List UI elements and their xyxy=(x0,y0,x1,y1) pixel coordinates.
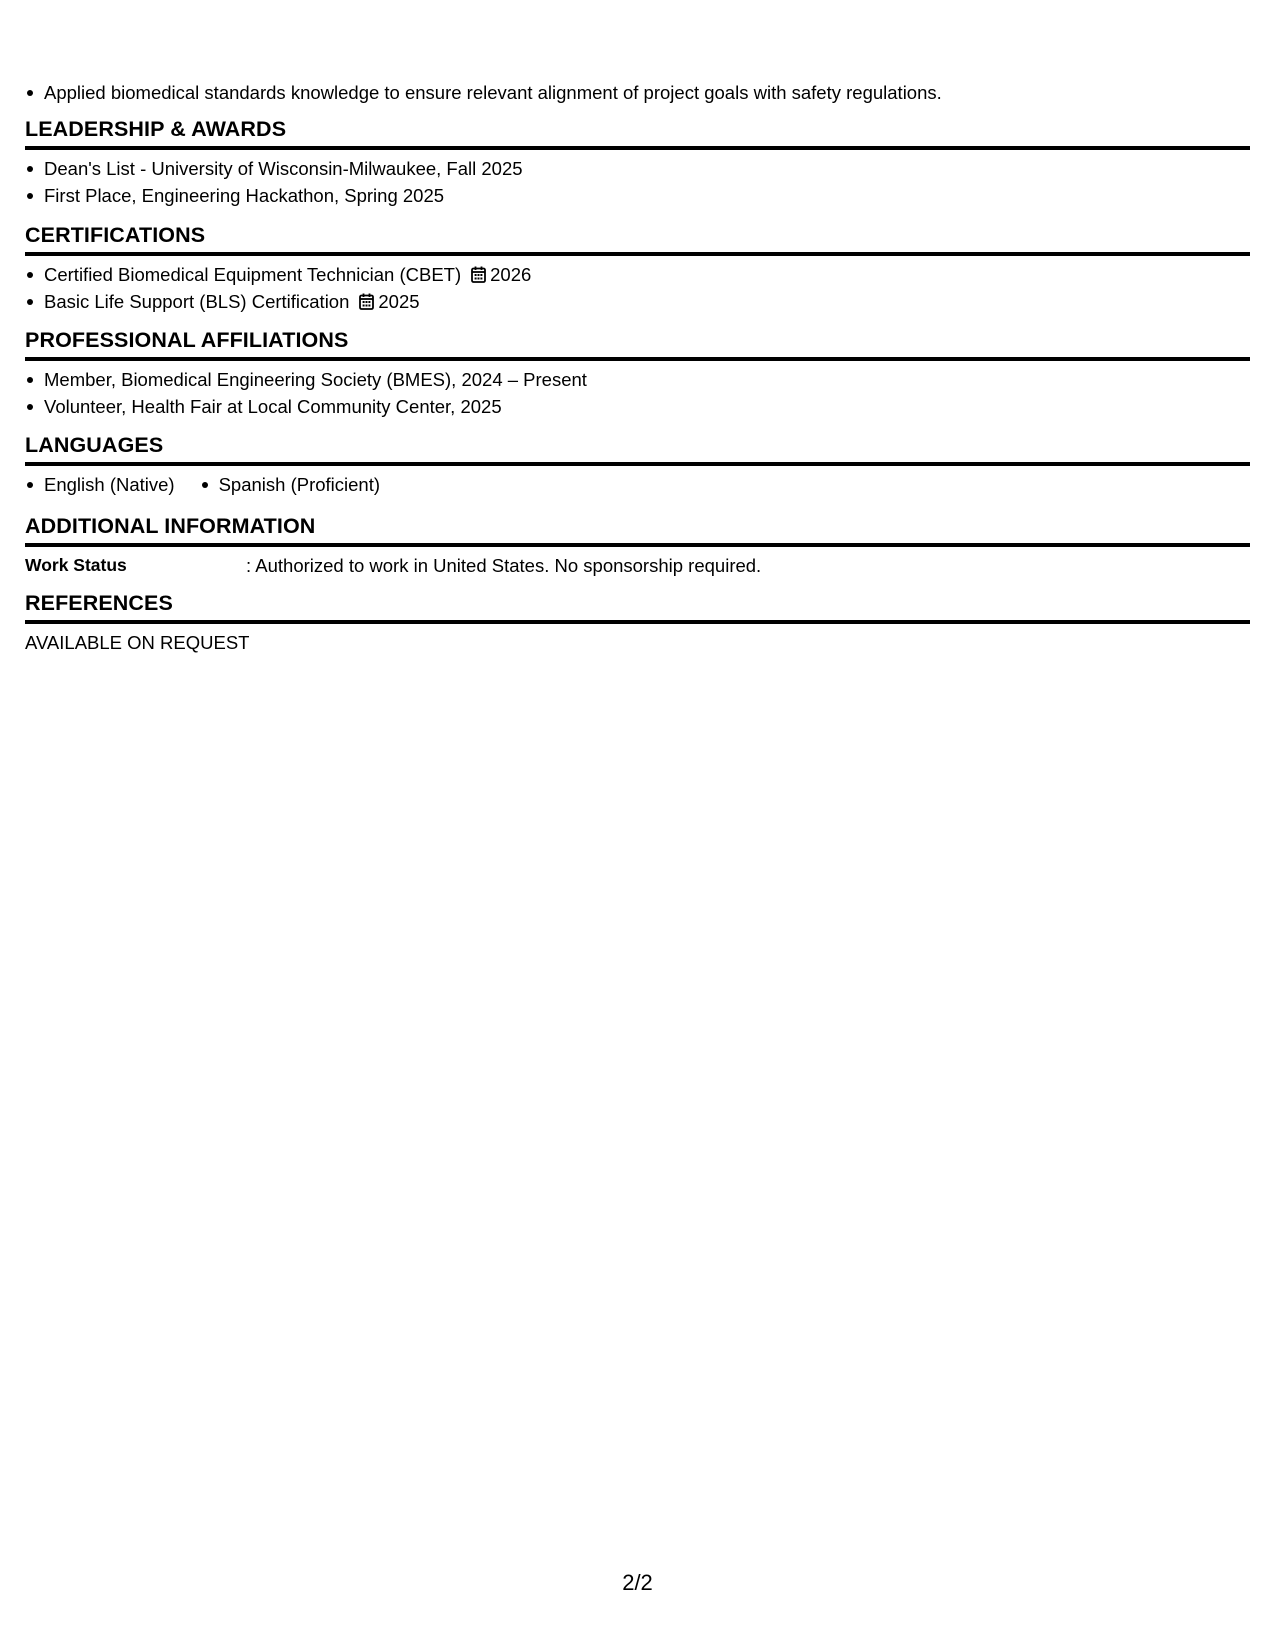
languages-list xyxy=(25,471,1250,498)
section-heading-references: REFERENCES xyxy=(25,589,1250,624)
certification-name: Basic Life Support (BLS) Certification xyxy=(44,291,350,312)
certification-year: 2025 xyxy=(378,291,420,312)
section-heading-affiliations: PROFESSIONAL AFFILIATIONS xyxy=(25,326,1250,361)
certification-year: 2026 xyxy=(490,264,532,285)
work-status-value: : Authorized to work in United States. No sponsorship required. xyxy=(246,555,762,576)
section-heading-additional: ADDITIONAL INFORMATION xyxy=(25,512,1250,547)
section-additional-information xyxy=(25,512,1250,579)
section-heading-certifications: CERTIFICATIONS xyxy=(25,221,1250,256)
affiliation-item: Volunteer, Health Fair at Local Community Center, 2025 xyxy=(44,393,1250,420)
resume-page xyxy=(25,0,1250,1650)
page-number: 2/2 xyxy=(622,1570,653,1595)
affiliation-item: Member, Biomedical Engineering Society (BMES), 2024 – Present xyxy=(44,366,1250,393)
section-languages xyxy=(25,431,1250,498)
leadership-list xyxy=(25,155,1250,209)
calendar-icon xyxy=(471,266,486,283)
experience-continuation xyxy=(25,79,942,106)
certifications-list xyxy=(25,261,1250,315)
section-heading-languages: LANGUAGES xyxy=(25,431,1250,466)
affiliations-list xyxy=(25,366,1250,420)
work-status-row xyxy=(25,552,1250,579)
section-professional-affiliations xyxy=(25,326,1250,420)
references-text: AVAILABLE ON REQUEST xyxy=(25,632,250,653)
section-leadership-awards xyxy=(25,115,1250,209)
section-certifications xyxy=(25,221,1250,315)
certification-item xyxy=(44,288,1250,315)
leadership-item: First Place, Engineering Hackathon, Spring 2025 xyxy=(44,182,1250,209)
certification-item xyxy=(44,261,1250,288)
work-status-label: Work Status xyxy=(25,555,127,575)
section-references xyxy=(25,589,1250,656)
leadership-item: Dean's List - University of Wisconsin-Milwaukee, Fall 2025 xyxy=(44,155,1250,182)
experience-bullet-list xyxy=(25,79,942,106)
experience-bullet: Applied biomedical standards knowledge to ensure relevant alignment of project goals with safety regulations. xyxy=(44,79,942,106)
language-item: English (Native) xyxy=(44,471,175,498)
certification-name: Certified Biomedical Equipment Technician (CBET) xyxy=(44,264,462,285)
language-item: Spanish (Proficient) xyxy=(219,471,380,498)
section-heading-leadership: LEADERSHIP & AWARDS xyxy=(25,115,1250,150)
calendar-icon xyxy=(359,293,374,310)
